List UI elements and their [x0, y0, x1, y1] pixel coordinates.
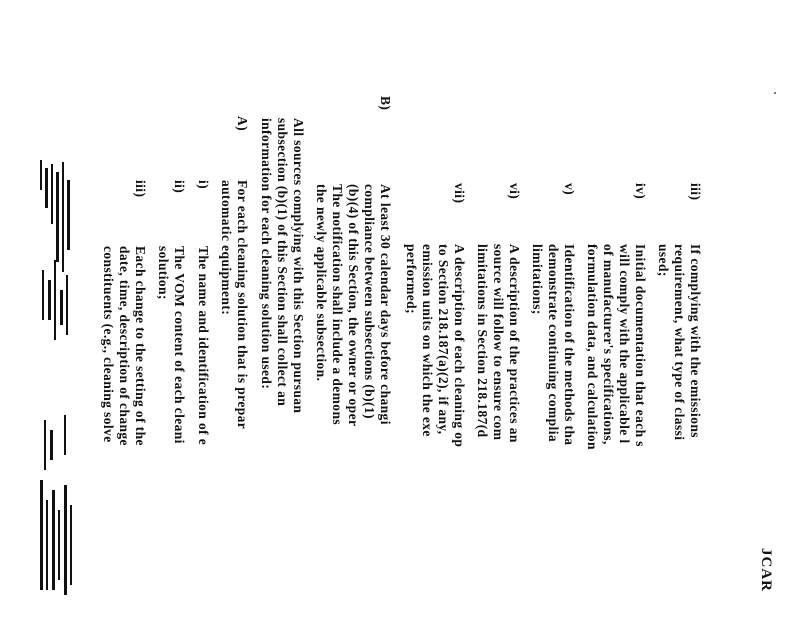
text-line: compliance between subsections (b)(1)	[362, 184, 377, 419]
text-line: solution;	[156, 246, 171, 300]
text-line: The notification shall include a demons	[330, 184, 345, 426]
marker-vii: vii)	[452, 183, 467, 204]
text-line: The VOM content of each cleani	[172, 246, 187, 444]
text-line: requirement, what type of classi	[672, 244, 687, 441]
text-line: formulation data, and calculation	[585, 244, 600, 450]
text-line: to Section 218.187(a)(2), if any,	[436, 244, 451, 435]
text-line: source will follow to ensure com	[491, 244, 506, 441]
text-line: emission units on which the exe	[420, 244, 435, 437]
text-line: will comply with the applicable l	[617, 244, 632, 444]
marker-i: i)	[196, 180, 211, 190]
text-line: performed;	[404, 244, 419, 314]
page-header: JCAR	[758, 548, 774, 592]
marker-iv: iv)	[633, 183, 648, 200]
text-line: Each change to the setting of the	[133, 246, 148, 446]
marker-b: B)	[378, 96, 393, 111]
text-line: demonstrate continuing complia	[546, 244, 561, 443]
text-line: limitations in Section 218.187(d	[475, 244, 490, 438]
text-line: All sources complying with this Section pursuan	[291, 118, 306, 414]
text-line: A description of the practices an	[507, 244, 522, 443]
text-line: If complying with the emissions	[688, 244, 703, 438]
text-line: subsection (b)(1) of this Section shall collect an	[275, 118, 290, 407]
text-line: information for each cleaning solution used:	[259, 118, 274, 390]
text-line: limitations;	[530, 244, 545, 315]
text-line: used;	[656, 244, 671, 277]
text-line: constituents (e.g., cleaning solve	[101, 246, 116, 443]
marker-iii: iii)	[688, 183, 703, 201]
text-line: Identification of the methods tha	[562, 244, 577, 446]
marker-vi: vi)	[507, 183, 522, 200]
text-line: Initial documentation that each s	[633, 244, 648, 447]
marker-ii: ii)	[172, 180, 187, 194]
text-line: (b)(4) of this Section, the owner or oper	[346, 184, 361, 427]
text-line: date, time, description of change	[117, 246, 132, 446]
text-line: of manufacturer's specifications,	[601, 244, 616, 445]
marker-iii: iii)	[133, 180, 148, 198]
text-line: At least 30 calendar days before changi	[378, 184, 393, 425]
text-line: For each cleaning solution that is prepar	[235, 180, 250, 430]
marker-v: v)	[562, 183, 577, 196]
marker-a: A)	[235, 116, 250, 132]
text-line: The name and identification of e	[196, 246, 211, 446]
text-line: A description of each cleaning op	[452, 244, 467, 448]
text-line: the newly applicable subsection.	[314, 184, 329, 382]
text-line: automatic equipment:	[219, 180, 234, 316]
